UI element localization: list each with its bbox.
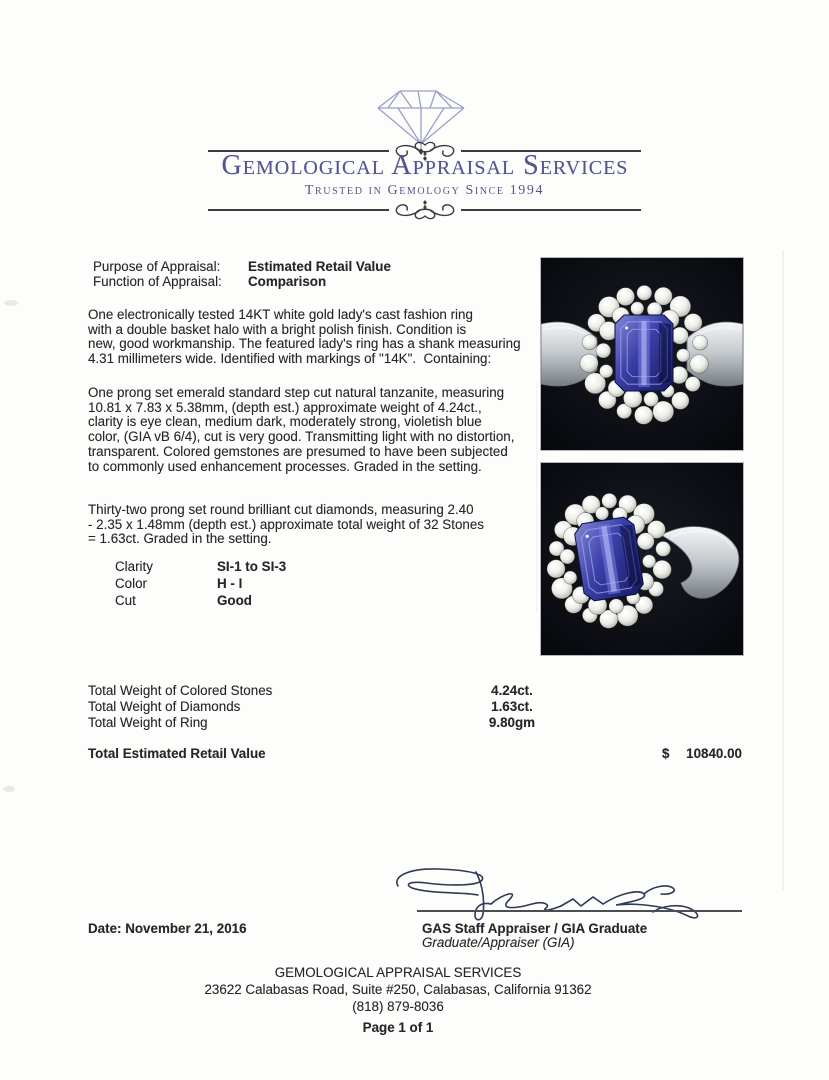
grade-label: Color (115, 576, 147, 591)
paragraph-tanzanite-description (88, 386, 514, 474)
text-line: with a double basket halo with a bright polish finish. Condition is (88, 321, 467, 337)
grade-label: Clarity (115, 559, 153, 574)
text-line: 10.81 x 7.83 x 5.38mm, (depth est.) approximate weight of 4.24ct., (88, 399, 482, 415)
grade-row-clarity (115, 560, 286, 575)
company-title: Gemological Appraisal Services (221, 150, 629, 181)
text-line: One electronically tested 14KT white gold lady's cast fashion ring (88, 307, 473, 322)
text-line: clarity is eye clean, medium dark, moderately strong, violetish blue (88, 414, 482, 430)
total-value: 1.63ct. (491, 699, 533, 714)
scan-streak (536, 382, 538, 612)
grade-value: H - I (217, 576, 243, 591)
total-row-colored-stones (88, 684, 648, 699)
purpose-label: Purpose of Appraisal: (93, 259, 221, 274)
grade-label: Cut (115, 593, 136, 608)
retail-value-label: Total Estimated Retail Value (88, 746, 266, 761)
header-divider-bottom (208, 200, 641, 220)
footer-address: 23622 Calabasas Road, Suite #250, Calabasas, California 91362 (204, 982, 592, 997)
text-line: = 1.63ct. Graded in the setting. (88, 531, 272, 547)
text-line: color, (GIA vB 6/4), cut is very good. Transmitting light with no distortion, (88, 429, 515, 445)
divider-rule (461, 209, 642, 211)
text-line: - 2.35 x 1.48mm (depth est.) approximate total weight of 32 Stones (88, 516, 484, 532)
grade-value: SI-1 to SI-3 (217, 559, 287, 574)
total-row-ring-weight (88, 716, 648, 731)
divider-rule (208, 209, 389, 211)
text-line: One prong set emerald standard step cut natural tanzanite, measuring (88, 385, 505, 400)
total-label: Total Weight of Ring (88, 715, 208, 730)
total-value: 4.24ct. (491, 683, 533, 698)
text-line: 4.31 millimeters wide. Identified with markings of "14K". Containing: (88, 351, 492, 367)
grade-value: Good (217, 593, 252, 608)
total-label: Total Weight of Colored Stones (88, 683, 273, 698)
signer-title: GAS Staff Appraiser / GIA Graduate (422, 921, 648, 936)
total-label: Total Weight of Diamonds (88, 699, 241, 714)
purpose-row (93, 260, 391, 275)
footer-phone: (818) 879-8036 (352, 999, 444, 1014)
signer-subtitle: Graduate/Appraiser (GIA) (422, 935, 575, 950)
total-value: 9.80gm (488, 715, 536, 730)
scan-streak (782, 250, 784, 890)
scroll-flourish-icon (389, 199, 461, 221)
text-line: new, good workmanship. The featured lady's ring has a shank measuring (88, 336, 521, 352)
company-tagline: Trusted in Gemology Since 1994 (304, 183, 545, 198)
grade-row-color (115, 577, 242, 592)
ring-photo-angle-view (541, 463, 743, 655)
page-number: Page 1 of 1 (362, 1020, 434, 1035)
footer-company: GEMOLOGICAL APPRAISAL SERVICES (274, 965, 522, 980)
paragraph-diamonds-description (88, 503, 484, 547)
scan-smudge (3, 786, 15, 792)
appraiser-signature (390, 864, 722, 924)
signature-line (417, 910, 742, 912)
paragraph-ring-description (88, 308, 521, 367)
total-row-diamonds (88, 700, 648, 715)
purpose-value: Estimated Retail Value (248, 259, 391, 274)
function-row (93, 275, 326, 290)
grade-row-cut (115, 594, 252, 609)
retail-value-amount: 10840.00 (686, 746, 742, 761)
text-line: transparent. Colored gemstones are presumed to have been subjected (88, 443, 508, 459)
function-value: Comparison (248, 274, 327, 289)
text-line: to commonly used enhancement processes. Graded in the setting. (88, 458, 482, 474)
date-label: Date: November 21, 2016 (88, 921, 247, 936)
function-label: Function of Appraisal: (93, 274, 222, 289)
text-line: Thirty-two prong set round brilliant cut diamonds, measuring 2.40 (88, 502, 474, 517)
currency-symbol: $ (662, 746, 670, 761)
scan-smudge (4, 300, 18, 306)
ring-photo-top-view (541, 258, 743, 450)
